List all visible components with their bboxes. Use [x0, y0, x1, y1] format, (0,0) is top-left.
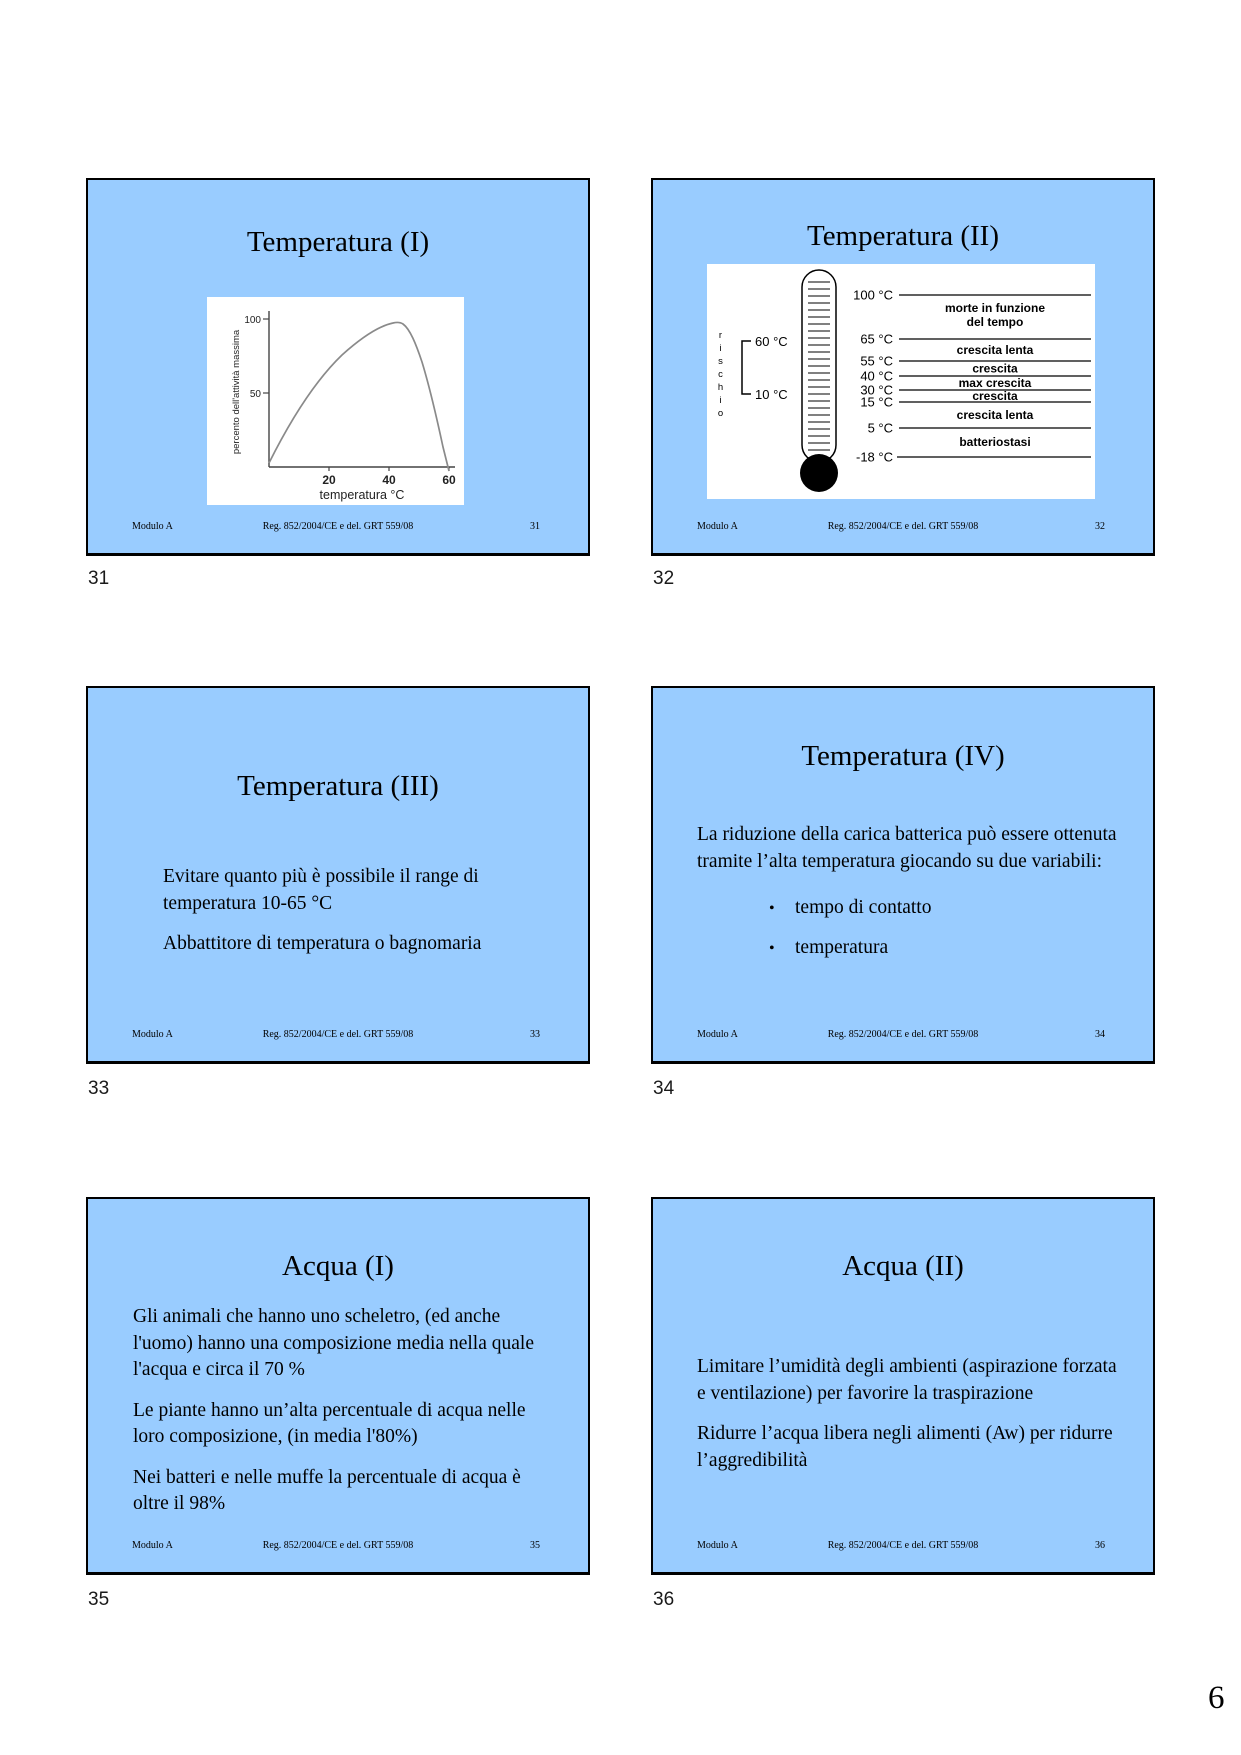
- slide-body: [163, 864, 548, 972]
- zone-death-line1: morte in funzione: [945, 301, 1045, 315]
- slide-title: Acqua (II): [842, 1250, 964, 1282]
- body-paragraph: Gli animali che hanno uno scheletro, (ed anche l'uomo) hanno una composizione media nella quale l'acqua e circa il 70 %: [133, 1306, 534, 1381]
- bullet-list: [769, 895, 1118, 961]
- body-paragraph: Nei batteri e nelle muffe la percentuale di acqua è oltre il 98%: [133, 1466, 521, 1515]
- y-tick-label-100: 100: [244, 315, 261, 326]
- zone-death-line2: del tempo: [966, 315, 1024, 329]
- footer-regulation: Reg. 852/2004/CE e del. GRT 559/08: [262, 521, 414, 532]
- footer-regulation: Reg. 852/2004/CE e del. GRT 559/08: [827, 1029, 979, 1040]
- body-paragraph: Evitare quanto più è possibile il range di temperatura 10-65 °C: [163, 866, 479, 914]
- slide-page-label-32: 32: [653, 568, 675, 589]
- slide-32: [651, 178, 1155, 556]
- footer-slide-number: 31: [530, 521, 540, 532]
- zone-growth-1: crescita: [972, 361, 1018, 376]
- x-tick-label-40: 40: [382, 473, 396, 487]
- zone-slow-growth-1: crescita lenta: [956, 343, 1034, 357]
- scale-label-30: 30 °C: [860, 382, 893, 398]
- footer-slide-number: 35: [530, 1540, 540, 1551]
- slide-31: [86, 178, 590, 556]
- slide-title: Temperatura (II): [807, 220, 999, 252]
- slide-title: Acqua (I): [282, 1250, 394, 1282]
- risk-axis-label: rischio: [715, 330, 726, 421]
- body-paragraph: Ridurre l’acqua libera negli alimenti (Aw) per ridurre l’aggredibilità: [697, 1423, 1113, 1471]
- slide-body: [697, 1354, 1128, 1488]
- slide-title: Temperatura (I): [246, 226, 430, 258]
- zone-slow-growth-2: crescita lenta: [956, 408, 1034, 422]
- slide-title: Temperatura (III): [237, 770, 439, 802]
- zone-max-growth: max crescita: [958, 376, 1032, 390]
- scale-label-65: 65 °C: [860, 331, 893, 347]
- risk-bottom-label: 10 °C: [755, 387, 788, 402]
- footer-module: Modulo A: [132, 1029, 173, 1040]
- slide-footer: [653, 1029, 1153, 1043]
- risk-top-label: 60 °C: [755, 334, 788, 349]
- slide-body: [133, 1304, 560, 1532]
- footer-module: Modulo A: [697, 521, 738, 532]
- scale-label-55: 55 °C: [860, 353, 893, 369]
- footer-slide-number: 33: [530, 1029, 540, 1040]
- slide-33: [86, 686, 590, 1064]
- bullet-item: [769, 895, 1118, 922]
- bullet-text: tempo di contatto: [795, 897, 932, 919]
- footer-module: Modulo A: [132, 521, 173, 532]
- footer-module: Modulo A: [697, 1540, 738, 1551]
- zone-growth-2: crescita: [972, 389, 1018, 403]
- activity-chart-svg: [207, 297, 464, 505]
- thermometer-diagram: [707, 264, 1095, 499]
- activity-curve: [269, 322, 449, 471]
- slide-page-label-34: 34: [653, 1078, 675, 1099]
- footer-regulation: Reg. 852/2004/CE e del. GRT 559/08: [827, 521, 979, 532]
- scale-label-minus18: -18 °C: [856, 449, 893, 465]
- bullet-icon: •: [769, 900, 775, 918]
- thermometer-bulb: [800, 454, 838, 492]
- footer-module: Modulo A: [132, 1540, 173, 1551]
- footer-regulation: Reg. 852/2004/CE e del. GRT 559/08: [827, 1540, 979, 1551]
- footer-regulation: Reg. 852/2004/CE e del. GRT 559/08: [262, 1029, 414, 1040]
- x-tick-label-60: 60: [442, 473, 456, 487]
- bullet-item: [769, 935, 1118, 962]
- slide-footer: [88, 1029, 588, 1043]
- document-page-number: 6: [1208, 1680, 1225, 1716]
- footer-slide-number: 36: [1095, 1540, 1105, 1551]
- scale-label-100: 100 °C: [853, 287, 893, 303]
- slide-footer: [653, 1540, 1153, 1554]
- x-tick-label-20: 20: [322, 473, 336, 487]
- body-paragraph: Limitare l’umidità degli ambienti (aspirazione forzata e ventilazione) per favorire la traspirazione: [697, 1356, 1117, 1404]
- scale-label-5: 5 °C: [867, 420, 893, 436]
- slide-36: [651, 1197, 1155, 1575]
- scale-label-40: 40 °C: [860, 368, 893, 384]
- footer-slide-number: 34: [1095, 1029, 1105, 1040]
- slide-footer: [653, 521, 1153, 535]
- slide-page-label-33: 33: [88, 1078, 110, 1099]
- risk-bracket: [742, 341, 751, 394]
- y-tick-label-50: 50: [249, 389, 261, 400]
- slide-35: [86, 1197, 590, 1575]
- body-paragraph: La riduzione della carica batterica può essere ottenuta tramite l’alta temperatura giocando su due variabili:: [697, 824, 1117, 872]
- slide-page-label-35: 35: [88, 1589, 110, 1610]
- slide-34: [651, 686, 1155, 1064]
- activity-chart: [207, 297, 464, 505]
- zone-bacteriostasis: batteriostasi: [959, 435, 1031, 449]
- body-paragraph: Le piante hanno un’alta percentuale di acqua nelle loro composizione, (in media l'80%): [133, 1399, 526, 1448]
- slide-page-label-36: 36: [653, 1589, 675, 1610]
- footer-regulation: Reg. 852/2004/CE e del. GRT 559/08: [262, 1540, 414, 1551]
- footer-slide-number: 32: [1095, 521, 1105, 532]
- y-axis-label: percento dell'attività massima: [231, 329, 242, 455]
- body-paragraph: Abbattitore di temperatura o bagnomaria: [163, 933, 482, 955]
- scale-label-15: 15 °C: [860, 394, 893, 410]
- slide-page-label-31: 31: [88, 568, 110, 589]
- bullet-icon: •: [769, 939, 775, 957]
- footer-module: Modulo A: [697, 1029, 738, 1040]
- thermometer-svg: [707, 264, 1095, 499]
- slide-footer: [88, 521, 588, 535]
- slide-footer: [88, 1540, 588, 1554]
- slide-title: Temperatura (IV): [801, 740, 1005, 772]
- x-axis-label: temperatura °C: [319, 488, 405, 502]
- slide-body: [697, 822, 1118, 974]
- bullet-text: temperatura: [795, 936, 889, 958]
